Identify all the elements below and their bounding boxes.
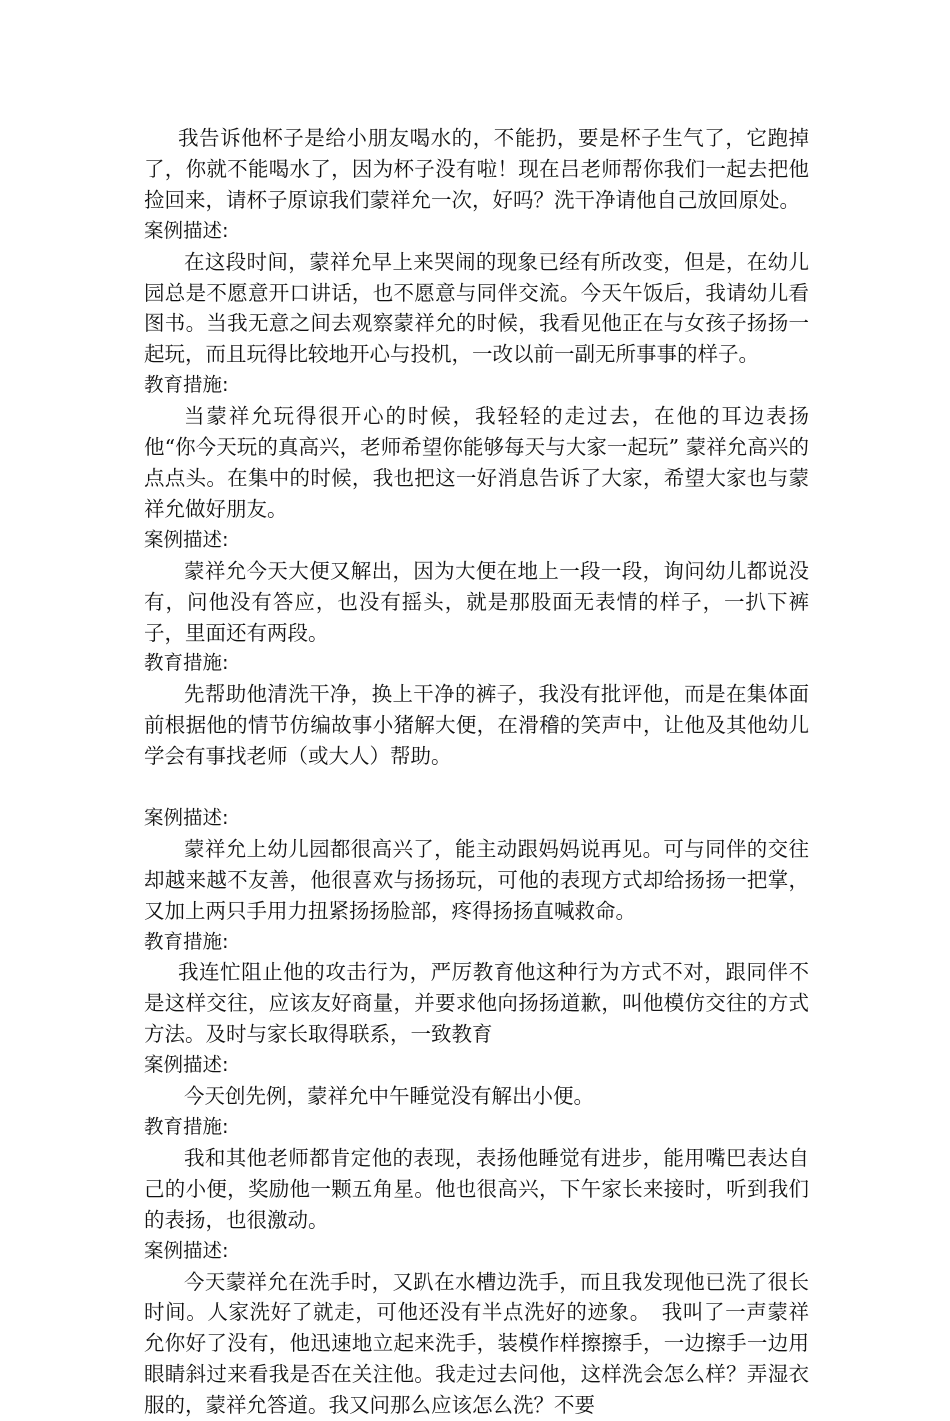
body-paragraph: 蒙祥允上幼儿园都很高兴了，能主动跟妈妈说再见。可与同伴的交往却越来越不友善，他很喜欢与扬扬玩，可他的表现方式却给扬扬一把掌，又加上两只手用力扭紧扬扬脸部，疼得扬扬直喊救命。 bbox=[144, 836, 809, 923]
section-heading: 教育措施: bbox=[144, 651, 229, 675]
blank-line bbox=[144, 772, 809, 803]
section-heading: 案例描述: bbox=[144, 805, 229, 829]
body-paragraph: 蒙祥允今天大便又解出，因为大便在地上一段一段，询问幼儿都说没有，问他没有答应，也没有摇头，就是那股面无表情的样子，一扒下裤子，里面还有两段。 bbox=[144, 558, 809, 645]
body-paragraph: 当蒙祥允玩得很开心的时候，我轻轻的走过去，在他的耳边表扬他“你今天玩的真高兴，老师希望你能够每天与大家一起玩” 蒙祥允高兴的点点头。在集中的时候，我也把这一好消息告诉了大家，希望大家也与蒙祥允做好朋友。 bbox=[144, 404, 809, 521]
body-paragraph: 今天蒙祥允在洗手时，又趴在水槽边洗手，而且我发现他已洗了很长时间。人家洗好了就走，可他还没有半点洗好的迹象。 我叫了一声蒙祥允你好了没有，他迅速地立起来洗手，装模作样擦擦手，一边擦手一边用眼睛斜过来看我是否在关注他。我走过去问他，这样洗会怎么样？弄湿衣服的，蒙祥允答道。我又问那么应该怎么洗？不要 bbox=[144, 1269, 809, 1418]
body-paragraph: 今天创先例，蒙祥允中午睡觉没有解出小便。 bbox=[184, 1084, 594, 1109]
body-paragraph: 我连忙阻止他的攻击行为，严厉教育他这种行为方式不对，跟同伴不是这样交往，应该友好商量，并要求他向扬扬道歉，叫他模仿交往的方式方法。及时与家长取得联系，一致教育 bbox=[144, 960, 809, 1047]
document-page bbox=[144, 123, 809, 1421]
document-body bbox=[144, 123, 809, 1421]
section-heading: 教育措施: bbox=[144, 1114, 229, 1138]
section-heading: 案例描述: bbox=[144, 1238, 229, 1262]
section-heading: 教育措施: bbox=[144, 373, 229, 397]
section-heading: 案例描述: bbox=[144, 1053, 229, 1077]
body-paragraph: 我和其他老师都肯定他的表现，表扬他睡觉有进步，能用嘴巴表达自己的小便，奖励他一颗五角星。他也很高兴，下午家长来接时，听到我们的表扬，也很激动。 bbox=[144, 1145, 809, 1232]
body-paragraph: 先帮助他清洗干净，换上干净的裤子，我没有批评他，而是在集体面前根据他的情节仿编故事小猪解大便，在滑稽的笑声中，让他及其他幼儿学会有事找老师（或大人）帮助。 bbox=[144, 682, 809, 769]
section-heading: 教育措施: bbox=[144, 929, 229, 953]
section-heading: 案例描述: bbox=[144, 527, 229, 551]
body-paragraph: 我告诉他杯子是给小朋友喝水的，不能扔，要是杯子生气了，它跑掉了，你就不能喝水了，因为杯子没有啦！现在吕老师帮你我们一起去把他捡回来，请杯子原谅我们蒙祥允一次，好吗？洗干净请他自己放回原处。 bbox=[144, 126, 809, 212]
body-paragraph: 在这段时间，蒙祥允早上来哭闹的现象已经有所改变，但是，在幼儿园总是不愿意开口讲话，也不愿意与同伴交流。今天午饭后，我请幼儿看图书。当我无意之间去观察蒙祥允的时候，我看见他正在与女孩子扬扬一起玩，而且玩得比较地开心与投机，一改以前一副无所事事的样子。 bbox=[144, 249, 809, 367]
section-heading: 案例描述: bbox=[144, 218, 229, 242]
